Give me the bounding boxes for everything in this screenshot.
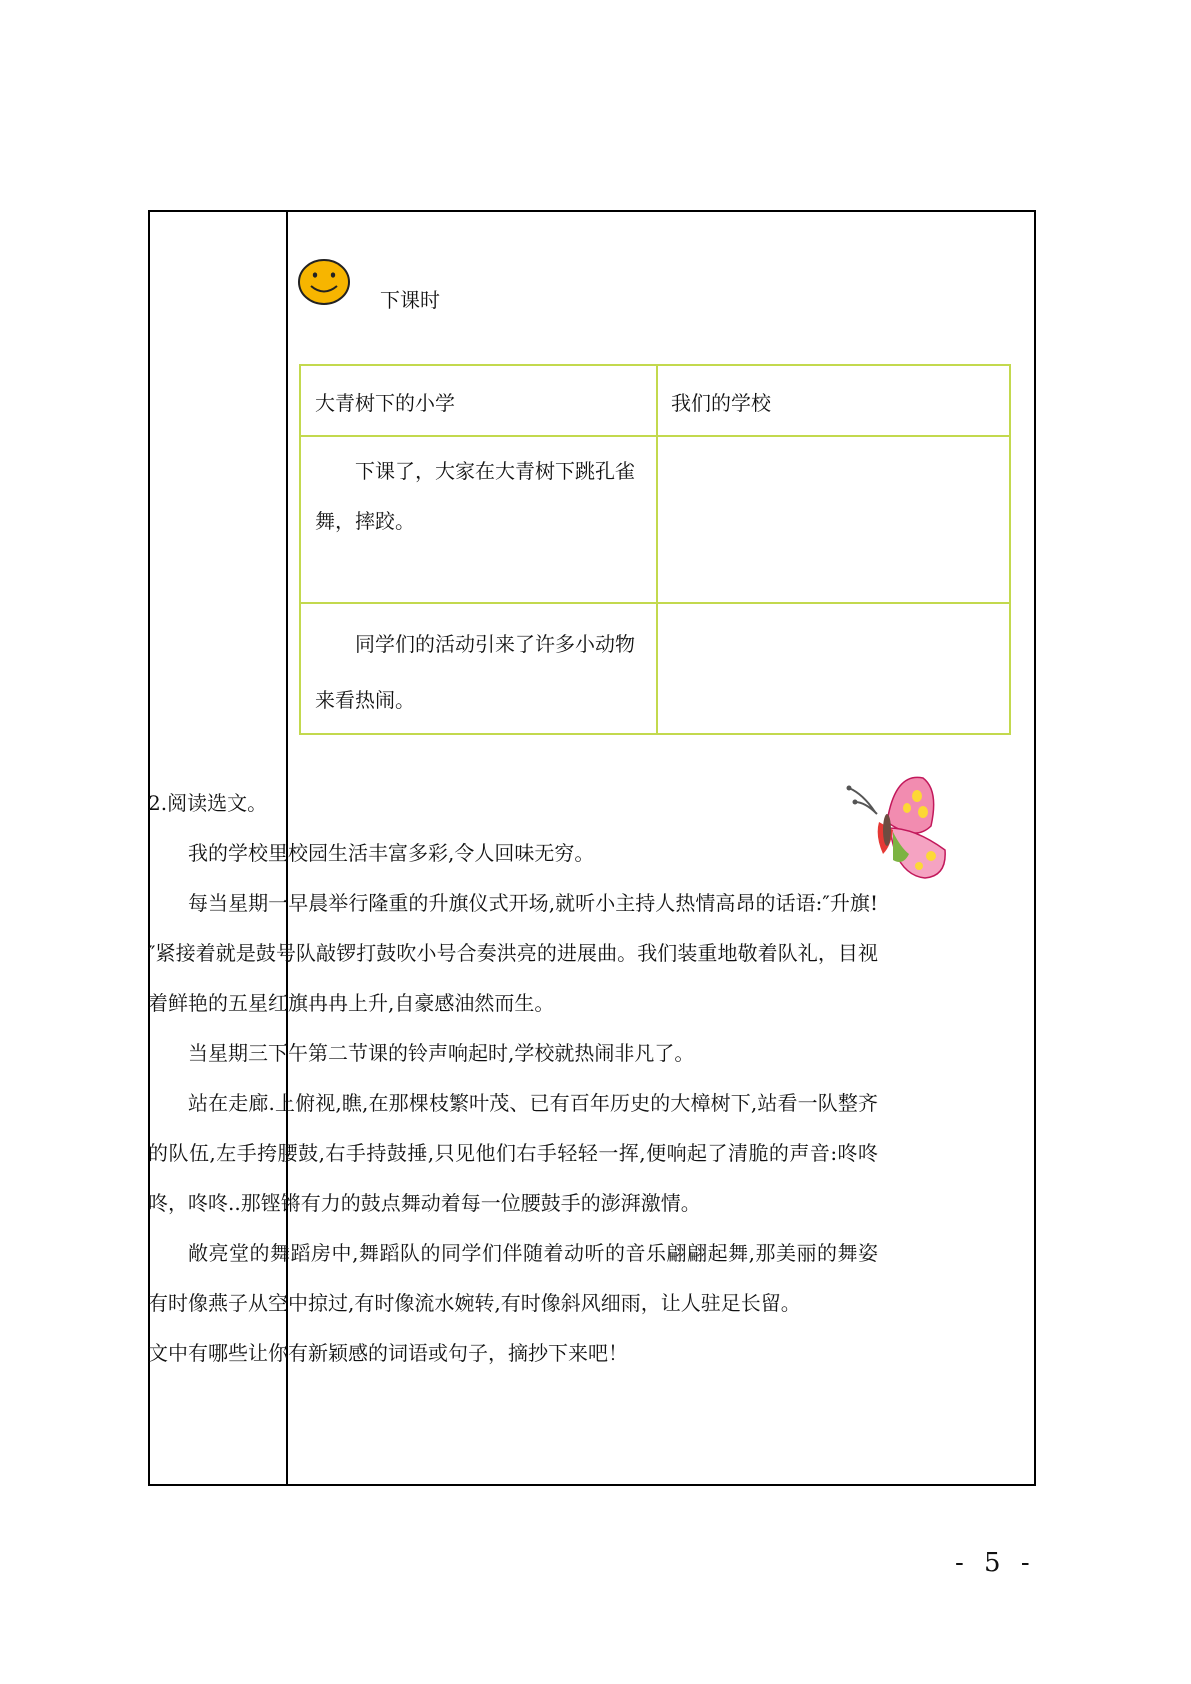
reading-paragraph: 当星期三下午第二节课的铃声响起时,学校就热闹非凡了。 [188, 1041, 695, 1065]
reading-paragraph: 我的学校里校园生活丰富多彩,令人回味无穷。 [188, 841, 595, 865]
table-header-left: 大青树下的小学 [315, 391, 455, 415]
reading-paragraph: 敞亮堂的舞蹈房中,舞蹈队的同学们伴随着动听的音乐翩翩起舞,那美丽的舞姿有时像燕子从空中掠过,有时像流水婉转,有时像斜风细雨，让人驻足长留。 [148, 1241, 878, 1315]
reading-paragraph: 每当星期一早晨举行隆重的升旗仪式开场,就听小主持人热情高昂的话语:″升旗!″紧接着就是鼓号队敲锣打鼓吹小号合奏洪亮的进展曲。我们装重地敬着队礼，目视着鲜艳的五星红旗冉冉上升,自豪感油然而生。 [148, 891, 878, 1015]
table-cell-left: 同学们的活动引来了许多小动物来看热闹。 [315, 632, 635, 712]
table-cell-left: 下课了，大家在大青树下跳孔雀舞，摔跤。 [315, 459, 635, 533]
comparison-table [299, 364, 1011, 735]
page-number: - 5 - [955, 1548, 1036, 1578]
table-header-right: 我们的学校 [671, 391, 771, 415]
section-title: 下课时 [380, 288, 440, 312]
reading-paragraph: 站在走廊.上俯视,瞧,在那棵枝繁叶茂、已有百年历史的大樟树下,站看一队整齐的队伍,左手挎腰鼓,右手持鼓捶,只见他们右手轻轻一挥,便响起了清脆的声音:咚咚咚，咚咚..那铿锵有力的鼓点舞动着每一位腰鼓手的澎湃激情。 [148, 1091, 878, 1215]
reading-question: 文中有哪些让你有新颖感的词语或句子，摘抄下来吧！ [148, 1341, 628, 1365]
reading-heading: 2.阅读选文。 [148, 791, 268, 815]
smiley-face-icon [297, 258, 351, 306]
table-cell-right-empty[interactable] [671, 616, 1001, 726]
table-cell-right-empty[interactable] [671, 446, 1001, 586]
